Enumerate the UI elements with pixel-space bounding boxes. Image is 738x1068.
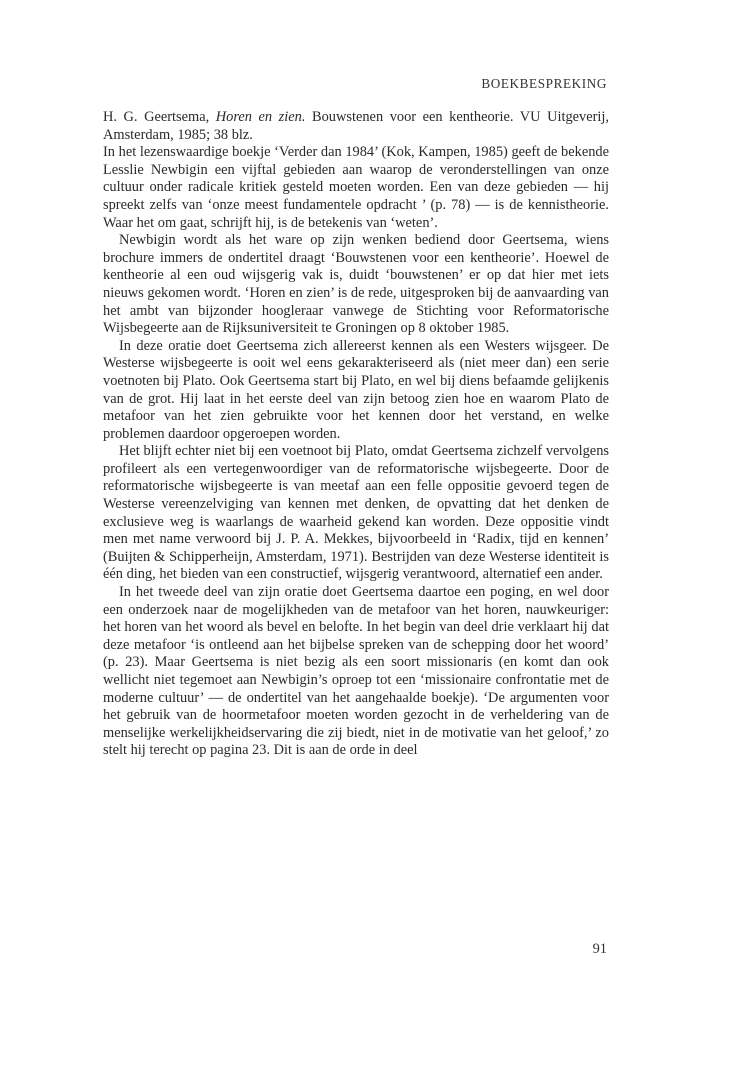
citation-author: H. G. Geertsema, [103, 109, 216, 125]
book-citation [103, 109, 609, 144]
article-body [103, 109, 609, 760]
paragraph-1: In het lezenswaardige boekje ‘Verder dan 1984’ (Kok, Kampen, 1985) geeft de bekende Lesslie Newbigin een vijftal gebieden aan waarop de veronderstellingen van onze cultuur onder radicale kritiek gesteld moeten worden. Een van deze gebieden — hij spreekt zelfs van ‘onze meest fundamentele opdracht ’ (p. 78) — is de kennistheorie. Waar het om gaat, schrijft hij, is de betekenis van ‘weten’. [103, 144, 609, 231]
running-head: BOEKBESPREKING [481, 76, 607, 91]
paragraph-5: In het tweede deel van zijn oratie doet Geertsema daartoe een poging, en wel door een onderzoek naar de mogelijkheden van de metafoor van het horen, nauwkeuriger: het horen van het woord als bevel en belofte. In het begin van deel drie verklaart hij dat deze metafoor ‘is ontleend aan het bijbelse spreken van de schepping door het woord’ (p. 23). Maar Geertsema is niet bezig als een soort missionaris (en komt dan ook wellicht niet tegemoet aan Newbigin’s oproep tot een ‘missionaire confrontatie met de moderne cultuur’ — de ondertitel van het aangehaalde boekje). ‘De argumenten voor het gebruik van de hoormetafoor moeten worden gezocht in de verheldering van de menselijke werkelijkheidservaring die zij biedt, niet in de motivatie van het geloof,’ zo stelt hij terecht op pagina 23. Dit is aan de orde in deel [103, 584, 609, 759]
paragraph-2: Newbigin wordt als het ware op zijn wenken bediend door Geertsema, wiens brochure immers de ondertitel draagt ‘Bouwstenen voor een kentheorie’. Hoewel de kentheorie al een oud wijsgerig vak is, duidt ‘bouwstenen’ er op dat hier met iets nieuws gekomen wordt. ‘Horen en zien’ is de rede, uitgesproken bij de aanvaarding van het ambt van bijzonder hoogleraar vanwege de Stichting voor Reformatorische Wijsbegeerte aan de Rijksuniversiteit te Groningen op 8 oktober 1985. [103, 232, 609, 337]
paragraph-4: Het blijft echter niet bij een voetnoot bij Plato, omdat Geertsema zichzelf vervolgens profileert als een vertegenwoordiger van de reformatorische wijsbegeerte. Door de reformatorische wijsbegeerte is van meetaf aan een felle oppositie gevoerd tegen de Westerse vereenzelviging van kennen met denken, de opvatting dat het denken de exclusieve weg is waarlangs de waarheid gekend kan worden. Deze oppositie vindt men met name verwoord bij J. P. A. Mekkes, bijvoorbeeld in ‘Radix, tijd en kennen’ (Buijten & Schipperheijn, Amsterdam, 1971). Bestrijden van deze Westerse identiteit is één ding, het bieden van een constructief, wijsgerig verantwoord, alternatief een ander. [103, 443, 609, 583]
citation-title: Horen en zien. [215, 109, 306, 125]
page-number: 91 [592, 941, 607, 957]
citation-details: Bouwstenen voor een kentheorie. VU Uitgeverij, Amsterdam, 1985; 38 blz. [103, 109, 610, 143]
paragraph-3: In deze oratie doet Geertsema zich allereerst kennen als een Westers wijsgeer. De Westerse wijsbegeerte is ooit wel eens gekarakteriseerd als (niet meer dan) een serie voetnoten bij Plato. Ook Geertsema start bij Plato, en wel bij diens befaamde gelijkenis van de grot. Hij laat in het eerste deel van zijn betoog zien hoe en waarom Plato de metafoor van het zien gebruikte voor het kennen door het verstand, en welke problemen daardoor opgeroepen worden. [103, 337, 609, 442]
